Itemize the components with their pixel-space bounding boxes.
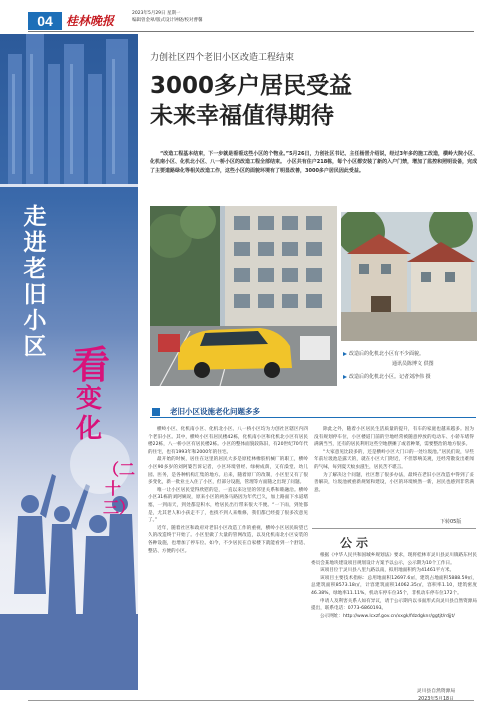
date-line: 2023年5月29日 星期一 <box>132 11 181 16</box>
notice-body <box>311 552 477 620</box>
paragraph: 最开始的时候，居住在这里的居民大多是原桂林橡胶机械厂的职工，横岭小区90多岁的刘阿婆告诉记者，小区环境曾经、绿树成荫，又有澡堂、幼儿园、医务，是各种机构汇集的地方。后来，随着原厂的改制，小区里又有了很多变化，新一批业主入住了小区，但部分设施，管理等方面随之出现了问题。 <box>148 457 308 486</box>
notice-agency: 灵川县自然资源局 <box>416 689 456 694</box>
article-column-1 <box>148 426 308 555</box>
banner-issue-number: （二十三） <box>103 460 136 517</box>
notice-paragraph: 申请人及利害关系人如有异议，请于公示期内以书面形式向灵川县自然资源局提出，联系电话：0773-6860193。 <box>311 598 477 612</box>
paragraph: 近年，随着社区和政府对老旧小区改造工作的重视，横岭小区居民盼望已久的改造终于开始了。小区里做了大量的管网改造，以及化机南北小区安装的各种设施，也增加了停车位。如今，不少居民在自家楼下就能看到一个舒适、整洁、方便的小区。 <box>148 525 308 554</box>
column-banner <box>0 34 138 690</box>
notice-paragraph: 该项目位于灵川县八里九路以南，拟用地面积约为41461平方米。 <box>320 568 455 574</box>
photo-caption-1: 改造后的化机北小区有不少面貌。 <box>343 350 477 358</box>
paragraph: “大家意见比较多的，还是横岭小区大门口的一处垃圾池。”居民们说，早些年前垃圾池是露天的，就在小区大门附近，不但影响美观，还经常散发出难闻的气味，每到夏天蚊虫滋生，居民苦不堪言。 <box>314 449 474 470</box>
paragraph: 为了解决这个问题，社区想了很多办法，最终在老旧小区改造中得到了妥善解决，垃圾池被重新规划和建设，小区的环境焕然一新，居民也感到非常满意。 <box>314 472 474 493</box>
paper-logo: 桂林晚报 <box>66 14 115 28</box>
section-marker-icon <box>152 408 160 416</box>
page-header <box>0 0 500 34</box>
section-title: 老旧小区设施老化问题多多 <box>170 407 260 416</box>
notice-paragraph: 根据《中华人民共和国城乡规划法》要求，现将桂林市灵川县灵川镇路东村民委员会某地块建设项目规划设计方案予以公示，公示期为10个工作日。 <box>311 553 477 566</box>
header-info <box>132 10 332 24</box>
banner-title-change: 变化 <box>75 384 102 444</box>
footer-rule <box>28 700 474 701</box>
banner-title-big: 看 <box>72 342 111 387</box>
paragraph: 唯一让小区居民觉得欣慰的是，一直以来这里的邻里关系和睦融洽。横岭小区31栋的刘阿姨说，原来小区的两条马路因为年代已久，加上路面下水道堵塞，一到雨天，到处都是积水，给居民出行带来很大不便。“一下雨，到处都是，尤其老人和小孩走不了，也找不到人来维修，我们都已经提了很多次意见了。” <box>148 487 308 524</box>
caption-marker-icon <box>343 375 347 379</box>
notice-title: 公示 <box>340 536 373 550</box>
skyline-illustration <box>0 34 138 690</box>
article-kicker: 力创社区四个老旧小区改造工程结束 <box>150 53 295 63</box>
section-divider <box>312 528 476 529</box>
photo-apartment-parking <box>150 206 337 386</box>
article-lead: “改造工程基本结束，下一步就是看看这些小区的个物业。”5月26日，力创社区书记、主任杨晋介绍说，经过3年多的施工改造，横岭大院小区、化机南小区、化机北小区、八一桥小区的改造工程全部结束。 小区共有住户218栋，每个小区都安装了新的入户门禁，增加了监控和照明设备，完成了主要道路绿化等相关改造工作，这些小区的面貌环境有了明显改善，3000多户居民因此受益。 <box>150 151 478 174</box>
photo-renovated-buildings <box>341 212 477 341</box>
paragraph: 除此之外，随着小区居民生活质量的提升，有车的家庭也越来越多。因为没有规划停车位，小区楼道门前的空地经常被随意停放的电动车、小轿车堵得满满当当，还有的居民利用这些空地摆摊了或者种菜，需要整治的地方很多。 <box>314 427 474 448</box>
paragraph: 横岭小区、化机南小区、化机北小区、八一桥小区均为力创社区辖区内四个老旧小区。其中，横岭小区有居民楼42栋，化机南小区和化机北小区有居民楼22栋，八一桥小区有居民楼2栋。小区的整体面貌较陈旧，有20世纪70年代的住宅，也有1993年和2000年的住宅。 <box>148 427 308 455</box>
header-rule <box>28 31 474 32</box>
photo-caption-2: 改造后的化机北小区。记者刘净伟 摄 <box>343 373 477 381</box>
notice-paragraph: 该项目主要技术指标：总用地面积12697.6㎡，建筑占地面积5888.59㎡，总建筑面积8573.18㎡，计容建筑面积14062.35㎡，容积率1.10，建筑密度46.38%，绿地率11.11%，机动车停车位35个，非机动车停车位172个。 <box>311 575 477 596</box>
banner-title: 走进老旧小区 <box>23 203 47 360</box>
continued-notice: 下转05版 <box>440 519 462 525</box>
photo-credit-1: 通讯员陈博文 供图 <box>392 361 434 367</box>
article-column-2 <box>314 426 474 494</box>
notice-url[interactable]: 公示网址：http://www.lcxzf.gov.cn/xxgk/fdzdgknr/ggtjt/rdjjt/ <box>320 613 455 619</box>
caption-marker-icon <box>343 352 347 356</box>
headline-sub: 未来幸福值得期待 <box>150 103 334 129</box>
headline-main: 3000多户居民受益 <box>150 73 353 99</box>
page-number: 04 <box>28 12 62 30</box>
section-heading <box>150 406 476 418</box>
editor-line: 编辑曾金翠/版式设计钟晓/校对曹馨 <box>132 18 203 23</box>
